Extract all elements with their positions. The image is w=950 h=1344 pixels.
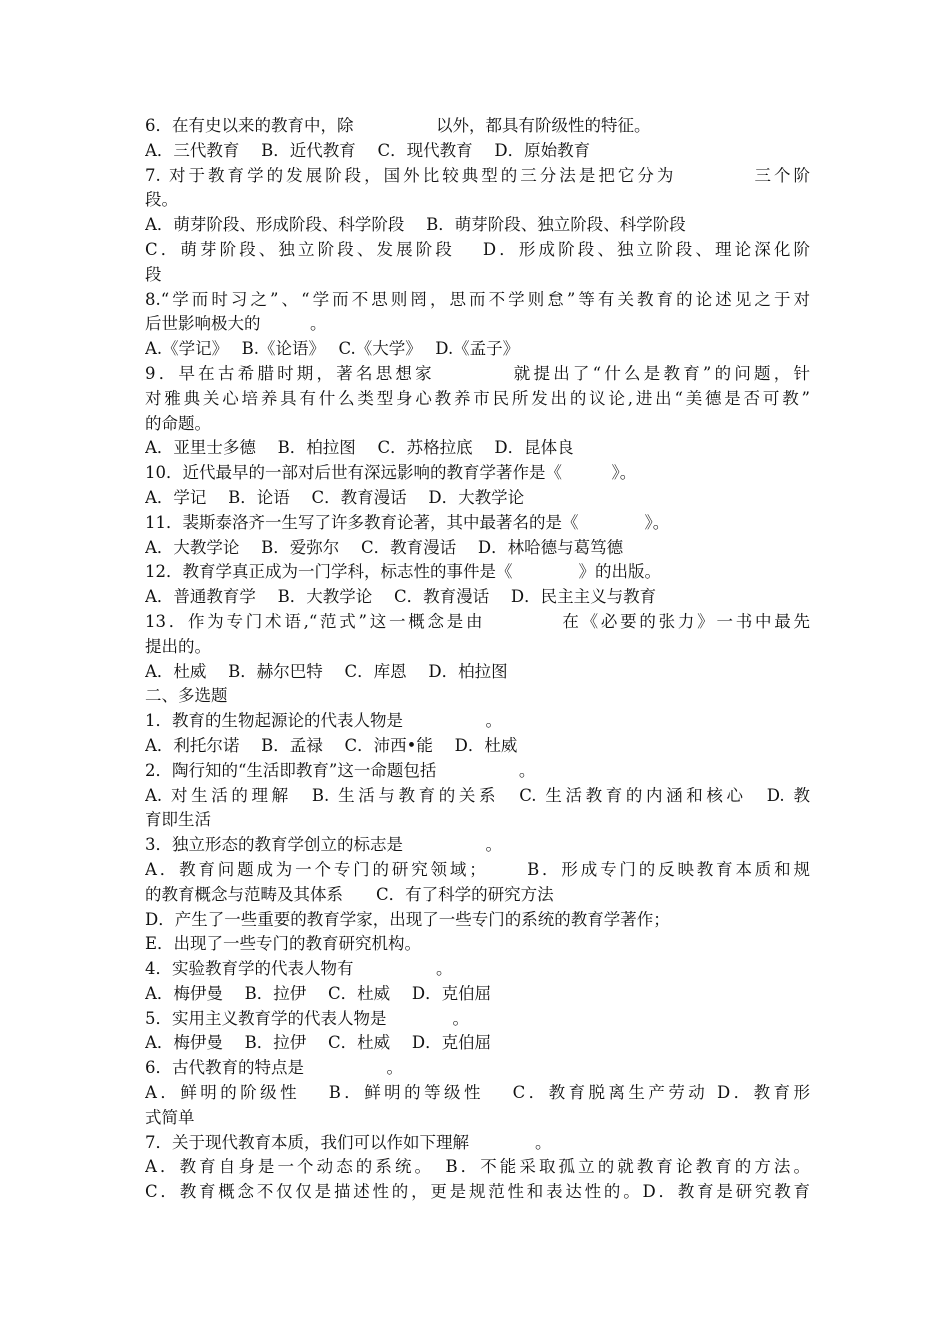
text-line: 7．关于现代教育本质，我们可以作如下理解 。	[145, 1132, 552, 1152]
text-line: A．萌芽阶段、形成阶段、科学阶段 B．萌芽阶段、独立阶段、科学阶段	[145, 215, 686, 235]
text-line: 2．陶行知的“生活即教育”这一命题包括 。	[145, 760, 536, 780]
text-line: A．学记 B．论语 C．教育漫话 D．大教学论	[145, 487, 525, 507]
text-line: A．三代教育 B．近代教育 C．现代教育 D．原始教育	[145, 140, 591, 160]
text-line: A. 对生活的理解 B. 生活与教育的关系 C. 生活教育的内涵和核心 D. 教	[145, 785, 810, 805]
text-line: 育即生活	[145, 810, 211, 830]
text-line: A．教育自身是一个动态的系统。 B．不能采取孤立的就教育论教育的方法。	[145, 1157, 810, 1177]
text-line: A.《学记》 B.《论语》 C.《大学》 D.《孟子》	[145, 339, 520, 359]
text-line: D．产生了一些重要的教育学家，出现了一些专门的系统的教育学著作；	[145, 909, 670, 929]
text-line: A．大教学论 B．爱弥尔 C．教育漫话 D．林哈德与葛笃德	[145, 537, 624, 557]
text-line: 7. 对于教育学的发展阶段，国外比较典型的三分法是把它分为 三个阶	[145, 165, 810, 185]
text-line: 后世影响极大的 。	[145, 314, 327, 334]
text-line: 的教育概念与范畴及其体系 C．有了科学的研究方法	[145, 884, 554, 904]
text-line: 12．教育学真正成为一门学科，标志性的事件是《 》的出版。	[145, 562, 661, 582]
text-line: 13．作为专门术语,“范式”这一概念是由 在《必要的张力》一书中最先	[145, 611, 810, 631]
text-line: 10．近代最早的一部对后世有深远影响的教育学著作是《 》。	[145, 463, 637, 483]
text-line: 8.“学而时习之”、“学而不思则罔，思而不学则怠”等有关教育的论述见之于对	[145, 289, 810, 309]
text-line: 3．独立形态的教育学创立的标志是 。	[145, 835, 502, 855]
text-line: A．鲜明的阶级性 B．鲜明的等级性 C．教育脱离生产劳动 D．教育形	[145, 1083, 810, 1103]
text-line: A．利托尔诺 B．孟禄 C．沛西•能 D．杜威	[145, 735, 518, 755]
text-line: A．梅伊曼 B．拉伊 C．杜威 D．克伯屈	[145, 1033, 492, 1053]
text-line: A．梅伊曼 B．拉伊 C．杜威 D．克伯屈	[145, 983, 492, 1003]
text-line: 6．在有史以来的教育中，除 以外，都具有阶级性的特征。	[145, 116, 651, 135]
text-line: 二、多选题	[145, 686, 228, 706]
text-line: 1．教育的生物起源论的代表人物是 。	[145, 711, 502, 731]
text-line: 6．古代教育的特点是 。	[145, 1058, 403, 1078]
text-line: A．杜威 B．赫尔巴特 C．库恩 D．柏拉图	[145, 661, 508, 681]
text-line: A．亚里士多德 B．柏拉图 C．苏格拉底 D．昆体良	[145, 438, 574, 458]
text-line: 段。	[145, 190, 178, 210]
text-line: 段	[145, 264, 162, 284]
text-line: 5．实用主义教育学的代表人物是 。	[145, 1008, 469, 1028]
text-line: C．萌芽阶段、独立阶段、发展阶段 D．形成阶段、独立阶段、理论深化阶	[145, 239, 810, 259]
text-line: 式简单	[145, 1107, 195, 1127]
text-line: A．教育问题成为一个专门的研究领域； B．形成专门的反映教育本质和规	[145, 859, 810, 879]
text-line: 11．裴斯泰洛齐一生写了许多教育论著，其中最著名的是《 》。	[145, 512, 670, 532]
document-page	[145, 114, 810, 1205]
text-line: E．出现了一些专门的教育研究机构。	[145, 934, 422, 954]
text-line: 4．实验教育学的代表人物有 。	[145, 959, 453, 979]
text-line: 的命题。	[145, 413, 211, 433]
text-line: 提出的。	[145, 636, 211, 656]
text-line: C．教育概念不仅仅是描述性的，更是规范性和表达性的。D．教育是研究教育	[145, 1182, 810, 1202]
text-line: 9．早在古希腊时期，著名思想家 就提出了“什么是教育”的问题，针	[145, 363, 810, 383]
text-line: A．普通教育学 B．大教学论 C．教育漫话 D．民主主义与教育	[145, 587, 657, 607]
text-line: 对雅典关心培养具有什么类型身心教养市民所发出的议论,进出“美德是否可教”	[145, 388, 810, 408]
